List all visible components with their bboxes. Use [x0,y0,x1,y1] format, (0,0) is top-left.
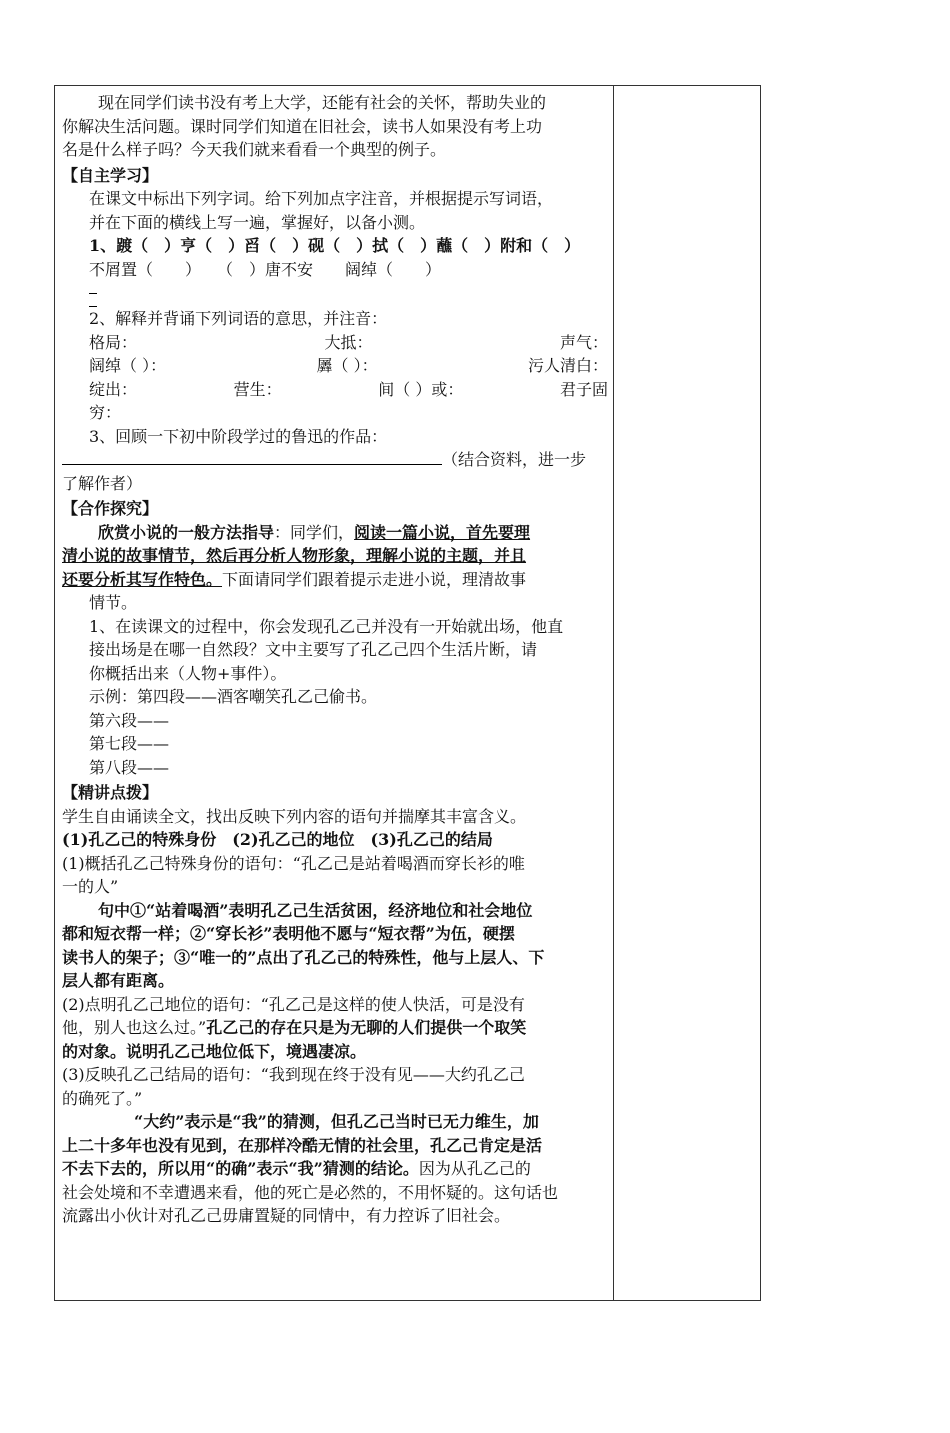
method-text: 下面请同学们跟着提示走进小说，理清故事 [222,569,527,589]
question-line: 接出场是在哪一自然段？文中主要写了孔乙己四个生活片断，请 [89,640,538,659]
term: 大抵： [324,332,373,352]
method-underlined: 还要分析其写作特色。 [62,569,223,589]
analysis-line: 上二十多年也没有见到，在那样冷酷无情的社会里，孔乙己肯定是活 [62,1135,543,1155]
analysis-line: 社会处境和不幸遭遇来看，他的死亡是必然的，不用怀疑的。这句话也 [62,1182,559,1202]
point-line: (2)点明孔乙己地位的语句：“孔乙己是这样的使人快活，可是没有 [62,994,525,1014]
term: 间（ ）或： [378,379,464,399]
term: 格局： [89,332,138,352]
section-heading-zizhu: 【自主学习】 [62,165,159,185]
point-line: 的确死了。” [62,1088,143,1108]
analysis-line: 句中①“站着喝酒”表明孔乙己生活贫困，经济地位和社会地位 [98,900,533,920]
analysis-text: 不去下去的，所以用“的确”表示“我”猜测的结论。 [62,1159,419,1178]
task-line: 学生自由诵读全文，找出反映下列内容的语句并揣摩其丰富含义。 [62,806,527,826]
method-line: 情节。 [89,593,138,612]
term-row [62,354,608,378]
vocab-line: 不屑置（ ） （ ）唐不安 阔绰（ ） [89,259,442,279]
term: 羼（ ）： [316,356,378,375]
point-line [62,1016,608,1040]
analysis-text: 因为从孔乙己的 [418,1159,531,1178]
term: 阔绰（ ）： [89,356,167,375]
example-line: 示例：第四段——酒客嘲笑孔乙己偷书。 [89,687,378,706]
method-label: 欣赏小说的一般方法指导 [98,522,275,542]
term-row: 穷： [89,403,122,422]
intro-line: 名是什么样子吗？今天我们就来看看一个典型的例子。 [62,140,447,159]
paragraph-prompt: 第六段—— [89,710,170,730]
term: 绽出： [89,379,138,399]
paragraph-prompt: 第八段—— [89,757,170,777]
analysis-line: 读书人的架子；③“唯一的”点出了孔乙己的特殊性，他与上层人、下 [62,947,545,967]
method-underlined: 阅读一篇小说，首先要理 [354,522,531,542]
analysis-line: 都和短衣帮一样；②“穿长衫”表明他不愿与“短衣帮”为伍，硬摆 [62,924,515,943]
analysis-line: 层人都有距离。 [62,971,175,990]
section-heading-hezuo: 【合作探究】 [62,499,159,518]
items-line: (1)孔乙己的特殊身份 (2)孔乙己的地位 (3)孔乙己的结局 [62,830,493,849]
term: 声气： [559,332,608,352]
method-line [62,568,608,592]
question-line: 你概括出来（人物+事件）。 [89,663,287,683]
term: 营生： [233,379,282,399]
point-line: 一的人” [62,877,119,896]
intro-line: 你解决生活问题。课时同学们知道在旧社会，读书人如果没有考上功 [62,116,543,136]
question-3: 3、回顾一下初中阶段学过的鲁迅的作品： [89,426,388,446]
method-line [62,521,608,545]
column-divider [613,85,614,1301]
analysis-text: 孔乙己的存在只是为无聊的人们提供一个取笑 [206,1018,527,1037]
intro-line: 现在同学们读书没有考上大学，还能有社会的关怀，帮助失业的 [98,93,547,112]
answer-suffix: （结合资料，进一步 [442,450,587,469]
instruction-line: 在课文中标出下列字词。给下列加点字注音，并根据提示写词语， [89,189,554,208]
answer-line-2: 了解作者） [62,473,143,493]
analysis-line: 的对象。说明孔乙己地位低下，境遇凄凉。 [62,1041,367,1061]
vocab-line: 1、踱（ ）亨（ ）舀（ ）砚（ ）拭（ ）蘸（ ）附和（ ） [89,236,581,255]
method-text: ：同学们， [274,522,355,542]
blank-mark [89,281,97,294]
point-line: (1)概括孔乙己特殊身份的语句：“孔乙己是站着喝酒而穿长衫的唯 [62,853,525,873]
point-text: 他，别人也这么过。” [62,1018,207,1037]
lesson-content [62,91,608,1228]
term: 污人清白： [527,356,608,375]
term-row [62,331,608,355]
analysis-line: 流露出小伙计对孔乙己毋庸置疑的同情中，有力控诉了旧社会。 [62,1206,511,1225]
instruction-line: 并在下面的横线上写一遍，掌握好，以备小测。 [89,212,426,232]
analysis-line: “大约”表示是“我”的猜测，但孔乙己当时已无力维生，加 [134,1112,539,1131]
answer-underline [62,448,442,465]
question-2: 2、解释并背诵下列词语的意思，并注音： [89,309,388,328]
point-line: (3)反映孔乙己结局的语句：“我到现在终于没有见——大约孔乙己 [62,1065,525,1084]
term: 君子固 [559,379,608,399]
analysis-line [62,1157,608,1181]
question-line: 1、在读课文的过程中，你会发现孔乙己并没有一开始就出场，他直 [89,616,564,636]
blank-mark [89,294,97,307]
paragraph-prompt: 第七段—— [89,734,170,753]
section-heading-jingjiang: 【精讲点拨】 [62,783,159,802]
answer-line [62,448,608,472]
term-row [62,378,608,402]
method-underlined-line: 清小说的故事情节，然后再分析人物形象，理解小说的主题，并且 [62,546,527,565]
